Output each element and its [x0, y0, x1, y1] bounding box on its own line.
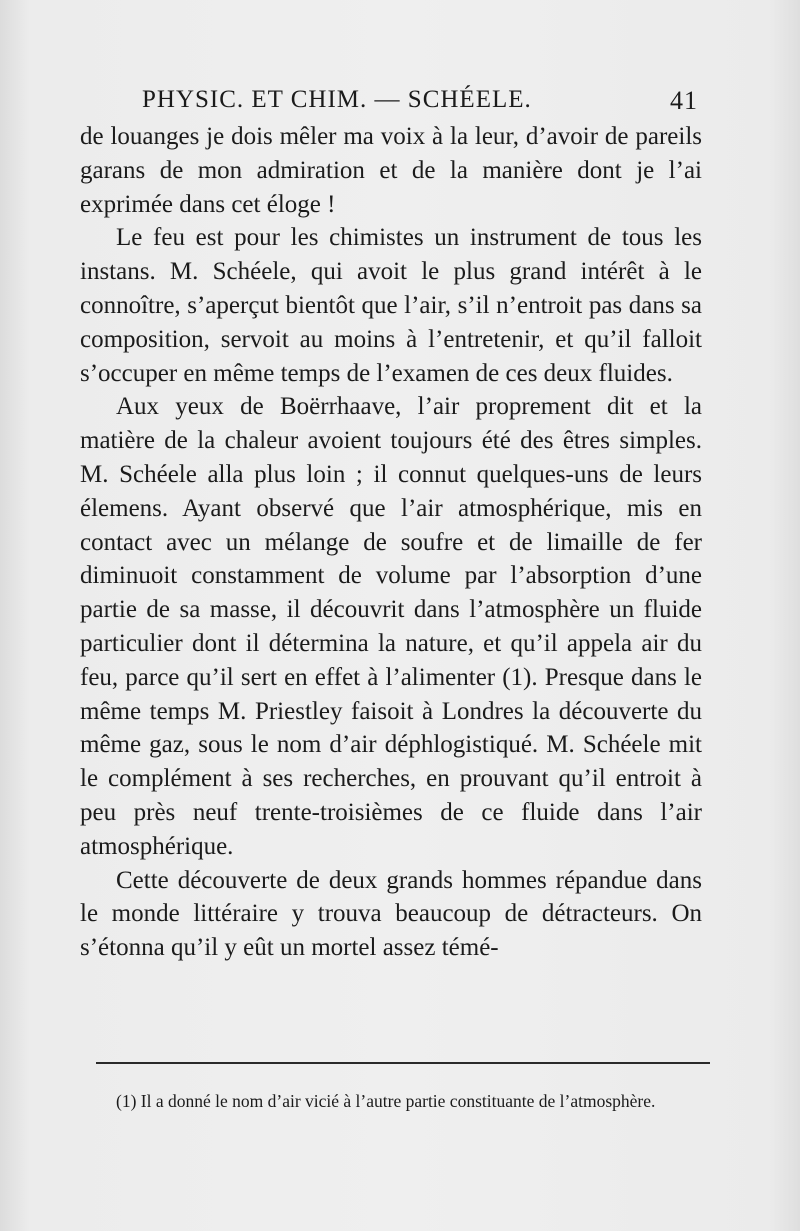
footnote-rule: [96, 1062, 710, 1064]
paragraph-fire: Le feu est pour les chimistes un instrument de tous les instans. M. Schéele, qui avoit le plus grand intérêt à le connoître, s’aperçut bientôt que l’air, s’il n’entroit pas dans sa composition, servoit au moins à l’entretenir, et qu’il falloit s’occuper en même temps de l’examen de ces deux fluides.: [80, 224, 702, 387]
main-text: [80, 120, 702, 965]
footnote: (1) Il a donné le nom d’air vicié à l’autre partie constituante de l’atmosphère.: [116, 1091, 656, 1111]
paragraph-discovery: Cette découverte de deux grands hommes répandue dans le monde littéraire y trouva beaucoup de détracteurs. On s’étonna qu’il y eût un mortel assez témé-: [80, 866, 702, 962]
running-title: PHYSIC. ET CHIM. — SCHÉELE.: [142, 86, 532, 113]
running-header: [142, 86, 702, 120]
paragraph-boerhaave: Aux yeux de Boërrhaave, l’air proprement dit et la matière de la chaleur avoient toujours été des êtres simples. M. Schéele alla plus loin ; il connut quelques-uns de leurs élemens. Ayant observé que l’air atmosphérique, mis en contact avec un mélange de soufre et de limaille de fer diminuoit constamment de volume par l’absorption d’une partie de sa masse, il découvrit dans l’atmosphère un fluide particulier dont il détermina la nature, et qu’il appela air du feu, parce qu’il sert en effet à l’alimenter (1). Presque dans le même temps M. Priestley faisoit à Londres la découverte du même gaz, sous le nom d’air déphlogistiqué. M. Schéele mit le complément à ses recherches, en prouvant qu’il entroit à peu près neuf trente-troisièmes de ce fluide dans l’air atmosphérique.: [80, 393, 702, 860]
paragraph-continuation: de louanges je dois mêler ma voix à la leur, d’avoir de pareils garans de mon admiration et de la manière dont je l’ai exprimée dans cet éloge !: [80, 123, 702, 218]
page-number: 41: [670, 86, 698, 115]
